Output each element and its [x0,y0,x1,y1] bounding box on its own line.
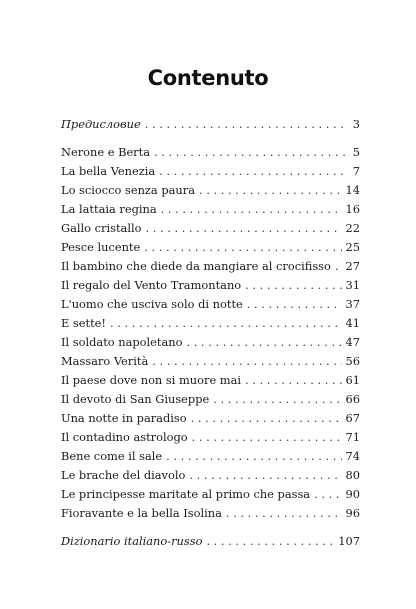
dot-leader [314,485,341,504]
toc-entry [61,276,360,295]
toc-entry [61,371,360,390]
toc-entry-title: Dizionario italiano-russo [61,534,203,548]
dot-leader [335,257,342,276]
dot-leader [145,115,346,134]
dot-leader [144,238,341,257]
toc-entry [61,447,360,466]
dot-leader [154,143,346,162]
dot-leader [110,314,342,333]
toc-entry-title: Nerone e Berta [61,145,150,159]
toc-entry-title: Pesce lucente [61,240,141,254]
toc-entry [61,162,360,181]
toc-entry-title: Il devoto di San Giuseppe [61,392,210,406]
dot-leader [166,447,341,466]
dot-leader [152,352,341,371]
toc-entry-page: 25 [345,240,360,254]
dot-leader [145,219,341,238]
toc-entry [61,200,360,219]
toc-entry-page: 71 [345,430,360,444]
toc-entry [61,238,360,257]
toc-entry-page: 67 [345,411,360,425]
toc-entry [61,390,360,409]
toc-entry-page: 14 [345,183,360,197]
toc-entry-title: Il bambino che diede da mangiare al crocifisso [61,259,331,273]
toc-entry [61,352,360,371]
toc-entry-page: 74 [345,449,360,463]
toc-entry-title: La bella Venezia [61,164,156,178]
toc-entry-title: Bene come il sale [61,449,163,463]
toc-entry [61,143,360,162]
toc-entry-page: 27 [345,259,360,273]
toc-entry-title: Massaro Verità [61,354,149,368]
toc-entry-page: 3 [352,117,360,131]
toc-entry-title: L'uomo che usciva solo di notte [61,297,243,311]
dot-leader [161,200,342,219]
toc-entry [61,333,360,352]
dot-leader [247,295,342,314]
dot-leader [226,504,342,523]
toc-entry-page: 96 [345,506,360,520]
dot-leader [186,333,341,352]
toc-entry [61,409,360,428]
toc-entry [61,115,360,134]
table-of-contents [61,115,360,551]
toc-entry [61,314,360,333]
dot-leader [191,409,342,428]
toc-entry-page: 80 [345,468,360,482]
toc-entry-page: 22 [345,221,360,235]
toc-entry [61,295,360,314]
toc-entry [61,428,360,447]
toc-entry-title: Предисловие [61,117,141,131]
dot-leader [206,532,334,551]
toc-entry-title: Il regalo del Vento Tramontano [61,278,242,292]
dot-leader [245,371,341,390]
toc-entry-page: 66 [345,392,360,406]
toc-entry [61,504,360,523]
toc-entry-page: 31 [345,278,360,292]
toc-entry-title: Il soldato napoletano [61,335,183,349]
toc-entry [61,466,360,485]
toc-entry-page: 37 [345,297,360,311]
toc-entry-page: 56 [345,354,360,368]
toc-entry-page: 90 [345,487,360,501]
toc-entry [61,485,360,504]
toc-entry-title: Lo sciocco senza paura [61,183,195,197]
toc-entry [61,181,360,200]
toc-entry-title: La lattaia regina [61,202,157,216]
toc-entry-page: 47 [345,335,360,349]
toc-entry-page: 41 [345,316,360,330]
toc-entry-title: Le principesse maritate al primo che passa [61,487,311,501]
toc-entry-title: Il paese dove non si muore mai [61,373,242,387]
dot-leader [159,162,346,181]
toc-entry-title: E sette! [61,316,106,330]
toc-entry-page: 61 [345,373,360,387]
toc-entry-page: 107 [338,534,360,548]
dot-leader [199,181,342,200]
toc-entry [61,257,360,276]
toc-entry-title: Il contadino astrologo [61,430,188,444]
toc-entry-title: Le brache del diavolo [61,468,186,482]
toc-entry-page: 5 [352,145,360,159]
toc-entry-page: 16 [345,202,360,216]
toc-entry-page: 7 [352,164,360,178]
dot-leader [192,428,342,447]
dot-leader [189,466,341,485]
toc-entry-title: Gallo cristallo [61,221,142,235]
toc-entry [61,219,360,238]
toc-entry-title: Fioravante e la bella Isolina [61,506,222,520]
page-title: Contenuto [147,66,269,90]
toc-entry [61,532,360,551]
toc-entry-title: Una notte in paradiso [61,411,187,425]
dot-leader [245,276,341,295]
dot-leader [213,390,341,409]
